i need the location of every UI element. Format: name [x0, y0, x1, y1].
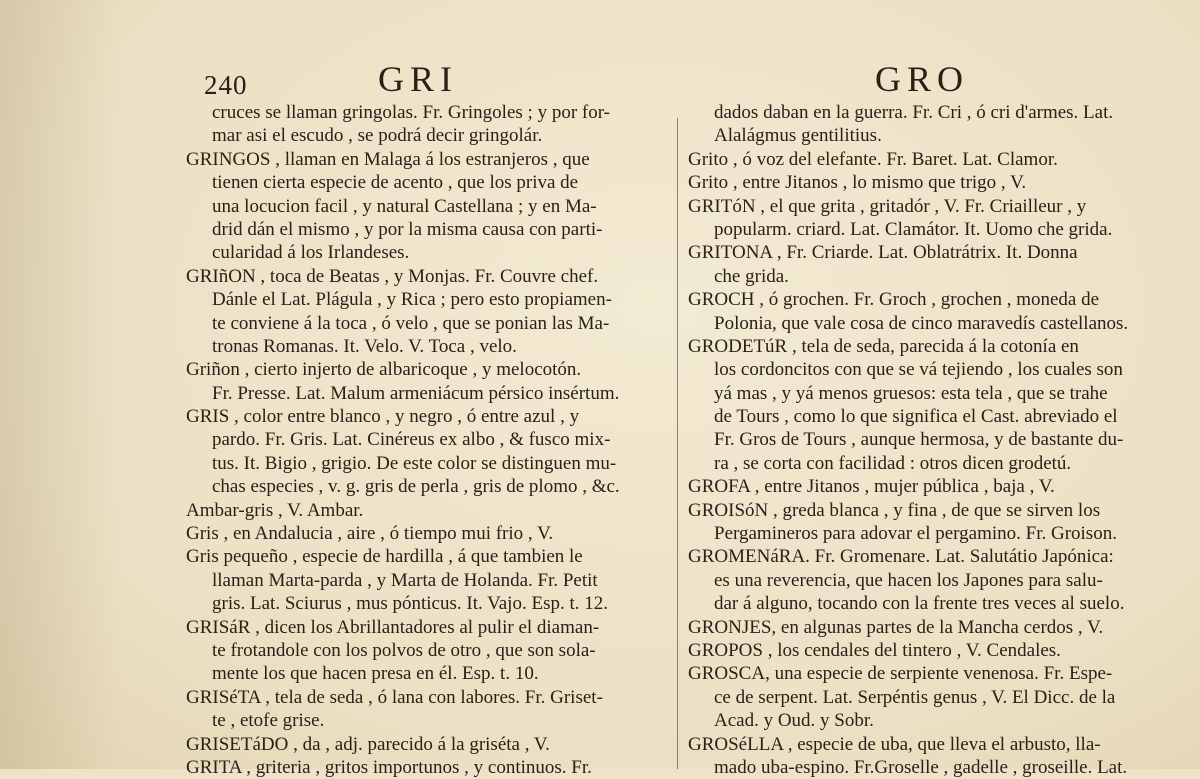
entry-line: de Tours , como lo que significa el Cast. abreviado el	[714, 406, 1118, 428]
entry-line: ra , se corta con facilidad : otros dicen grodetú.	[714, 452, 1072, 474]
entry-line: te , etofe grise.	[212, 710, 325, 732]
entry-line: ce de serpent. Lat. Serpéntis genus , V. El Dicc. de la	[714, 686, 1116, 708]
entry-line: Ambar-gris , V. Ambar.	[186, 499, 364, 521]
entry-line: GROSéLLA , especie de uba, que lleva el arbusto, lla-	[688, 733, 1101, 755]
entry-line: te frotandole con los polvos de otro , que son sola-	[212, 639, 596, 661]
page-header	[0, 56, 1200, 100]
entry-line: GROFA , entre Jitanos , mujer pública , baja , V.	[688, 476, 1055, 498]
entry-line: Alalágmus gentilitius.	[714, 125, 882, 147]
entry-line: GRINGOS , llaman en Malaga á los estranjeros , que	[186, 148, 590, 170]
entry-line: yá mas , y yá menos gruesos: esta tela , que se trahe	[714, 382, 1108, 404]
entry-line: tronas Romanas. It. Velo. V. Toca , velo.	[212, 335, 517, 357]
entry-line: dados daban en la guerra. Fr. Cri , ó cri d'armes. Lat.	[714, 102, 1114, 123]
entry-line: GRONJES, en algunas partes de la Mancha cerdos , V.	[688, 616, 1104, 638]
entry-line: GRITONA , Fr. Criarde. Lat. Oblatrátrix. It. Donna	[688, 242, 1078, 264]
entry-line: GROMENáRA. Fr. Gromenare. Lat. Salutátio Japónica:	[688, 546, 1114, 568]
entry-line: Fr. Presse. Lat. Malum armeniácum pérsico insértum.	[212, 382, 620, 404]
right-column	[688, 101, 1172, 779]
entry-line: dar á alguno, tocando con la frente tres veces al suelo.	[714, 593, 1125, 615]
entry-line: GROCH , ó grochen. Fr. Groch , grochen , moneda de	[688, 289, 1100, 311]
entry-line: GROSCA, una especie de serpiente venenosa. Fr. Espe-	[688, 663, 1113, 685]
entry-line: una locucion facil , y natural Castellana ; y en Ma-	[212, 195, 597, 217]
page-number: 240	[204, 70, 248, 100]
entry-line: drid dán el mismo , y por la misma causa con parti-	[212, 218, 603, 240]
entry-line: chas especies , v. g. gris de perla , gris de plomo , &c.	[212, 476, 620, 498]
entry-line: gris. Lat. Sciurus , mus pónticus. It. Vajo. Esp. t. 12.	[212, 593, 608, 615]
entry-line: Pergamineros para adovar el pergamino. Fr. Groison.	[714, 523, 1117, 545]
entry-line: mado uba-espino. Fr.Groselle , gadelle , groseille. Lat.	[714, 756, 1128, 778]
entry-line: cularidad á los Irlandeses.	[212, 242, 410, 264]
entry-line: Fr. Gros de Tours , aunque hermosa, y de bastante du-	[714, 429, 1124, 451]
entry-line: Acad. y Oud. y Sobr.	[714, 710, 874, 732]
entry-line: popularm. criard. Lat. Clamátor. It. Uomo che grida.	[714, 218, 1113, 240]
entry-line: Griñon , cierto injerto de albaricoque , y melocotón.	[186, 359, 582, 381]
entry-line: Grito , entre Jitanos , lo mismo que trigo , V.	[688, 172, 1027, 194]
entry-line: Gris , en Andalucia , aire , ó tiempo mui frio , V.	[186, 523, 554, 545]
entry-line: cruces se llaman gringolas. Fr. Gringoles ; y por for-	[212, 102, 610, 123]
entry-line: mente los que hacen presa en él. Esp. t. 10.	[212, 663, 539, 685]
entry-line: Gris pequeño , especie de hardilla , á que tambien le	[186, 546, 583, 568]
entry-line: GRITA , griteria , gritos importunos , y continuos. Fr.	[186, 756, 592, 778]
entry-line: GRIS , color entre blanco , y negro , ó entre azul , y	[186, 406, 580, 428]
entry-line: Grito , ó voz del elefante. Fr. Baret. Lat. Clamor.	[688, 148, 1058, 170]
column-divider	[677, 118, 678, 769]
entry-line: che grida.	[714, 265, 789, 287]
entry-line: GRITóN , el que grita , gritadór , V. Fr. Criailleur , y	[688, 195, 1087, 217]
entry-line: GROISóN , greda blanca , y fina , de que se sirven los	[688, 499, 1101, 521]
entry-line: GRISETáDO , da , adj. parecido á la griséta , V.	[186, 733, 550, 755]
entry-line: los cordoncitos con que se vá tejiendo , los cuales son	[714, 359, 1123, 381]
entry-line: Dánle el Lat. Plágula , y Rica ; pero esto propiamen-	[212, 289, 612, 311]
entry-line: GRODETúR , tela de seda, parecida á la cotonía en	[688, 335, 1079, 357]
entry-line: GRISáR , dicen los Abrillantadores al pulir el diaman-	[186, 616, 600, 638]
left-column	[186, 101, 672, 779]
entry-line: te conviene á la toca , ó velo , que se ponian las Ma-	[212, 312, 610, 334]
entry-line: mar asi el escudo , se podrá decir gringolár.	[212, 125, 543, 147]
page-gutter-shadow	[0, 0, 120, 769]
left-running-head: GRI	[378, 59, 458, 99]
entry-line: Polonia, que vale cosa de cinco maravedís castellanos.	[714, 312, 1129, 334]
entry-line: pardo. Fr. Gris. Lat. Cinéreus ex albo , & fusco mix-	[212, 429, 611, 451]
entry-line: llaman Marta-parda , y Marta de Holanda. Fr. Petit	[212, 569, 598, 591]
right-running-head: GRO	[875, 59, 970, 99]
entry-line: GRIñON , toca de Beatas , y Monjas. Fr. Couvre chef.	[186, 265, 599, 287]
entry-line: GRISéTA , tela de seda , ó lana con labores. Fr. Griset-	[186, 686, 603, 708]
entry-line: GROPOS , los cendales del tintero , V. Cendales.	[688, 639, 1061, 661]
entry-line: es una reverencia, que hacen los Japones para salu-	[714, 569, 1103, 591]
entry-line: tienen cierta especie de acento , que los priva de	[212, 172, 579, 194]
entry-line: tus. It. Bigio , grigio. De este color se distinguen mu-	[212, 452, 617, 474]
